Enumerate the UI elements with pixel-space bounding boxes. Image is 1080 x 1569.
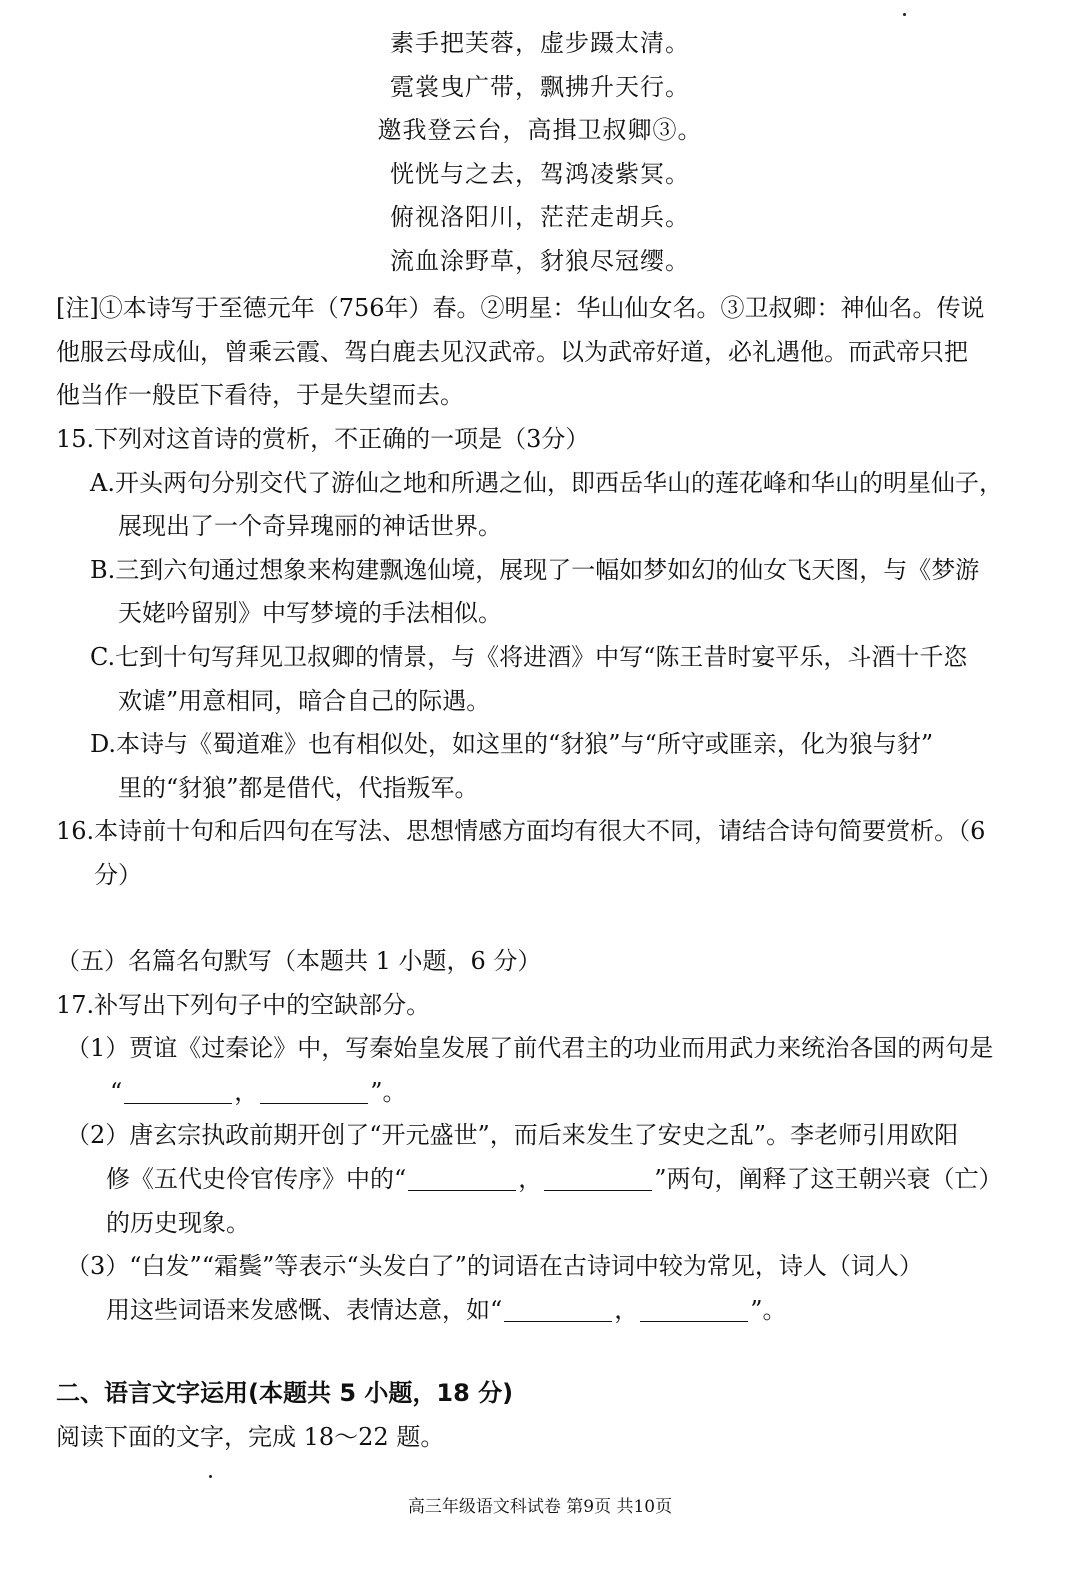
question-16 [56,810,1046,897]
separator: ， [234,1077,259,1106]
prefix-text: 用这些词语来发感慨、表情达意，如“ [106,1295,503,1324]
q17-item-2: （2）唐玄宗执政前期开创了“开元盛世”，而后来发生了安史之乱”。李老师引用欧阳 [66,1121,959,1150]
option-b-cont: 天姥吟留别》中写梦境的手法相似。 [118,599,502,628]
prefix-text: 修《五代史伶官传序》中的“ [106,1164,407,1193]
scan-speck [209,1475,212,1478]
answer-blank[interactable] [544,1160,652,1191]
part-intro: 阅读下面的文字，完成 18～22 题。 [56,1422,445,1451]
separator: ， [614,1295,639,1324]
page-footer: 高三年级语文科试卷 第9页 共10页 [407,1497,673,1517]
q17-item-1-blanks [56,1071,1046,1115]
poem-line: 俯视洛阳川，茫茫走胡兵。 [390,203,690,232]
answer-blank[interactable] [408,1160,516,1191]
q17-item-3-blanks [56,1289,1046,1333]
close-quote: ”。 [370,1077,407,1106]
note-line: 他服云母成仙，曾乘云霞、驾白鹿去见汉武帝。以为武帝好道，必礼遇他。而武帝只把 [56,337,968,366]
poem-line: 邀我登云台，高揖卫叔卿③。 [377,116,703,145]
option-b: B.三到六句通过想象来构建飘逸仙境，展现了一幅如梦如幻的仙女飞天图，与《梦游 [90,555,980,584]
q17-item-3: （3）“白发”“霜鬓”等表示“头发白了”的词语在古诗词中较为常见，诗人（词人） [66,1252,923,1281]
option-a: A.开头两句分别交代了游仙之地和所遇之仙，即西岳华山的莲花峰和华山的明星仙子， [90,468,1003,497]
open-quote: “ [110,1077,123,1106]
poem-line: 素手把芙蓉，虚步蹑太清。 [390,29,690,57]
section-5 [56,940,1046,1332]
separator: ， [518,1164,543,1193]
note-block [56,287,1046,418]
q17-item-1: （1）贾谊《过秦论》中，写秦始皇发展了前代君主的功业而用武力来统治各国的两句是 [66,1034,994,1063]
option-d-cont: 里的“豺狼”都是借代，代指叛军。 [118,773,479,802]
part-title: 二、语言文字运用(本题共 5 小题，18 分) [56,1379,514,1407]
option-c-cont: 欢谑”用意相同，暗合自己的际遇。 [118,686,491,715]
answer-blank[interactable] [124,1073,232,1104]
poem [0,22,1080,284]
answer-blank[interactable] [640,1291,748,1322]
option-c: C.七到十句写拜见卫叔卿的情景，与《将进酒》中写“陈王昔时宴平乐，斗酒十千恣 [90,642,968,671]
scan-speck [903,13,906,16]
part-2 [56,1372,1046,1459]
poem-line: 霓裳曳广带，飘拂升天行。 [390,72,690,101]
q17-item-2-blanks [56,1158,1046,1202]
answer-blank[interactable] [504,1291,612,1322]
note-line: [注]①本诗写于至德元年（756年）春。②明星：华山仙女名。③卫叔卿：神仙名。传说 [56,294,985,322]
note-line: 他当作一般臣下看待，于是失望而去。 [56,381,464,410]
answer-blank[interactable] [260,1073,368,1104]
poem-line: 恍恍与之去，驾鸿凌紫冥。 [390,159,690,188]
suffix-text: ”两句，阐释了这王朝兴衰（亡） [654,1164,1003,1193]
question-stem-cont: 分） [94,860,142,889]
question-stem: 15.下列对这首诗的赏析，不正确的一项是（3分） [56,425,590,453]
question-17-stem: 17.补写出下列句子中的空缺部分。 [56,990,431,1019]
question-stem: 16.本诗前十句和后四句在写法、思想情感方面均有很大不同，请结合诗句简要赏析。（6 [56,817,986,845]
option-d: D.本诗与《蜀道难》也有相似处，如这里的“豺狼”与“所守或匪亲，化为狼与豺” [90,730,934,759]
q17-item-2-cont: 的历史现象。 [106,1208,250,1237]
suffix-text: ”。 [750,1295,787,1324]
poem-line: 流血涂野草，豺狼尽冠缨。 [390,246,690,275]
option-a-cont: 展现出了一个奇异瑰丽的神话世界。 [118,512,502,541]
question-15 [56,418,1046,810]
section-title: （五）名篇名句默写（本题共 1 小题，6 分） [56,947,542,975]
